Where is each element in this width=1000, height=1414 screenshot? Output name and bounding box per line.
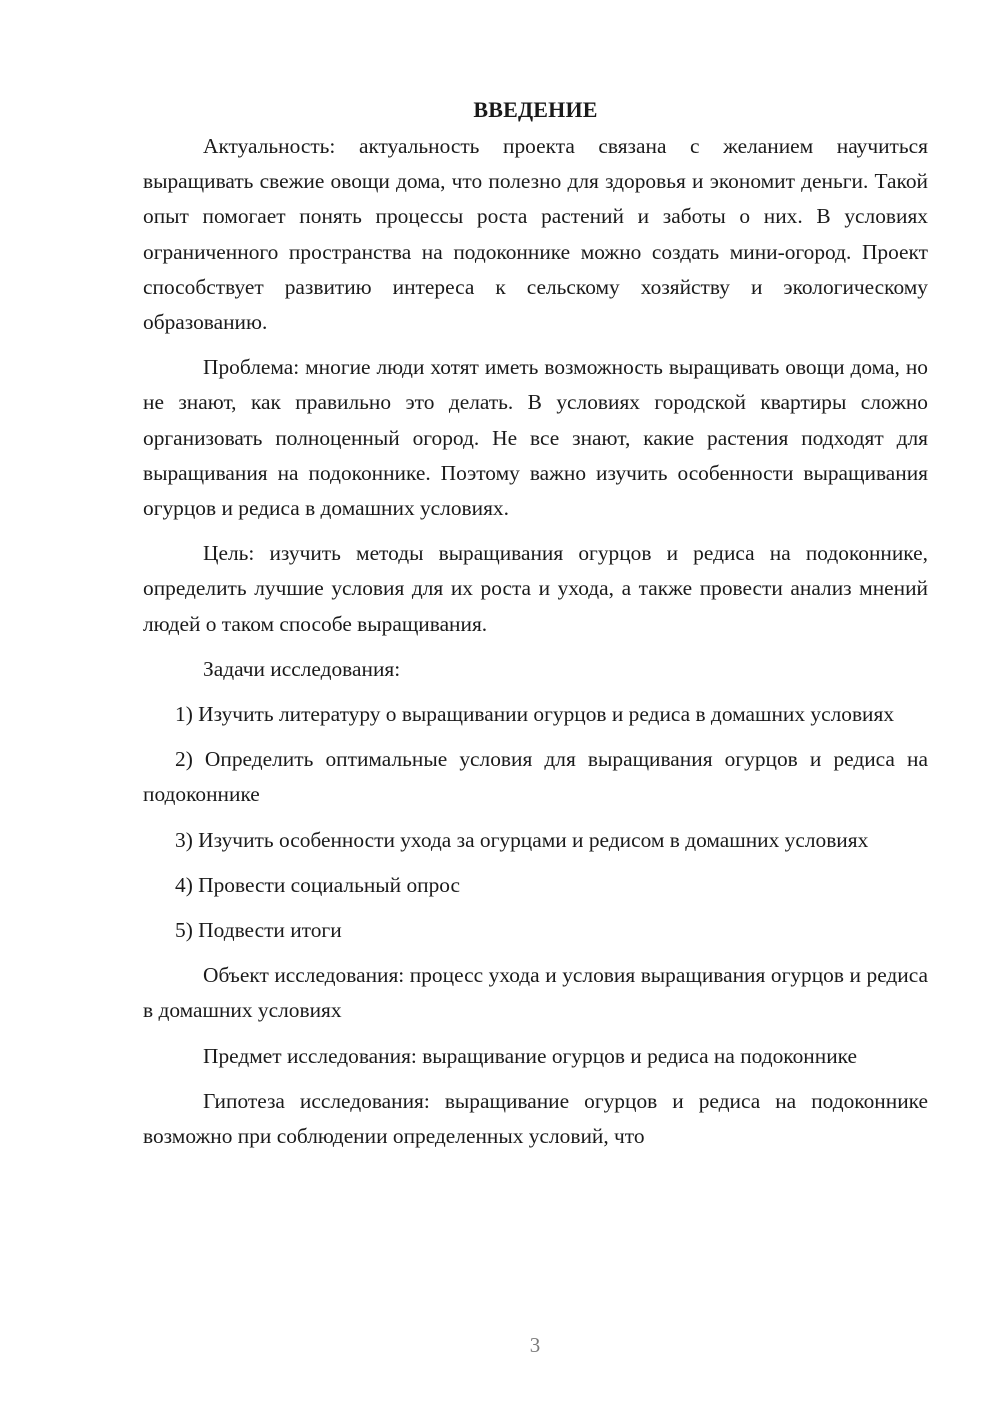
task-item: 2) Определить оптимальные условия для выращивания огурцов и редиса на подоконнике <box>143 747 928 807</box>
task-item: 1) Изучить литературу о выращивании огурцов и редиса в домашних условиях <box>175 702 895 727</box>
paragraph-object: Объект исследования: процесс ухода и условия выращивания огурцов и редиса в домашних условиях <box>143 963 928 1023</box>
task-item: 3) Изучить особенности ухода за огурцами и редисом в домашних условиях <box>175 827 869 852</box>
paragraph-hypothesis: Гипотеза исследования: выращивание огурцов и редиса на подоконнике возможно при соблюдении определенных условий, что <box>143 1088 928 1149</box>
paragraph-subject: Предмет исследования: выращивание огурцов и редиса на подоконнике <box>203 1043 858 1068</box>
paragraph-goal: Цель: изучить методы выращивания огурцов и редиса на подоконнике, определить лучшие условия для их роста и ухода, а также провести анализ мнений людей о таком способе выращивания. <box>143 541 928 636</box>
page-number: 3 <box>529 1333 541 1357</box>
document-page <box>143 92 928 1164</box>
paragraph-problem: Проблема: многие люди хотят иметь возможность выращивать овощи дома, но не знают, как правильно это делать. В условиях городской квартиры сложно организовать полноценный огород. Не все знают, какие растения подходят для выращивания на подоконнике. Поэтому важно изучить особенности выращивания огурцов и редиса в домашних условиях. <box>143 355 928 521</box>
document-title: ВВЕДЕНИЕ <box>473 97 598 122</box>
paragraph-tasks-heading: Задачи исследования: <box>203 656 401 681</box>
task-item: 5) Подвести итоги <box>175 918 342 943</box>
task-item: 4) Провести социальный опрос <box>175 872 461 897</box>
paragraph-relevance: Актуальность: актуальность проекта связана с желанием научиться выращивать свежие овощи дома, что полезно для здоровья и экономит деньги. Такой опыт помогает понять процессы роста растений и заботы о них. В условиях ограниченного пространства на подоконнике можно создать мини-огород. Проект способствует развитию интереса к сельскому хозяйству и экологическому образованию. <box>143 134 928 335</box>
